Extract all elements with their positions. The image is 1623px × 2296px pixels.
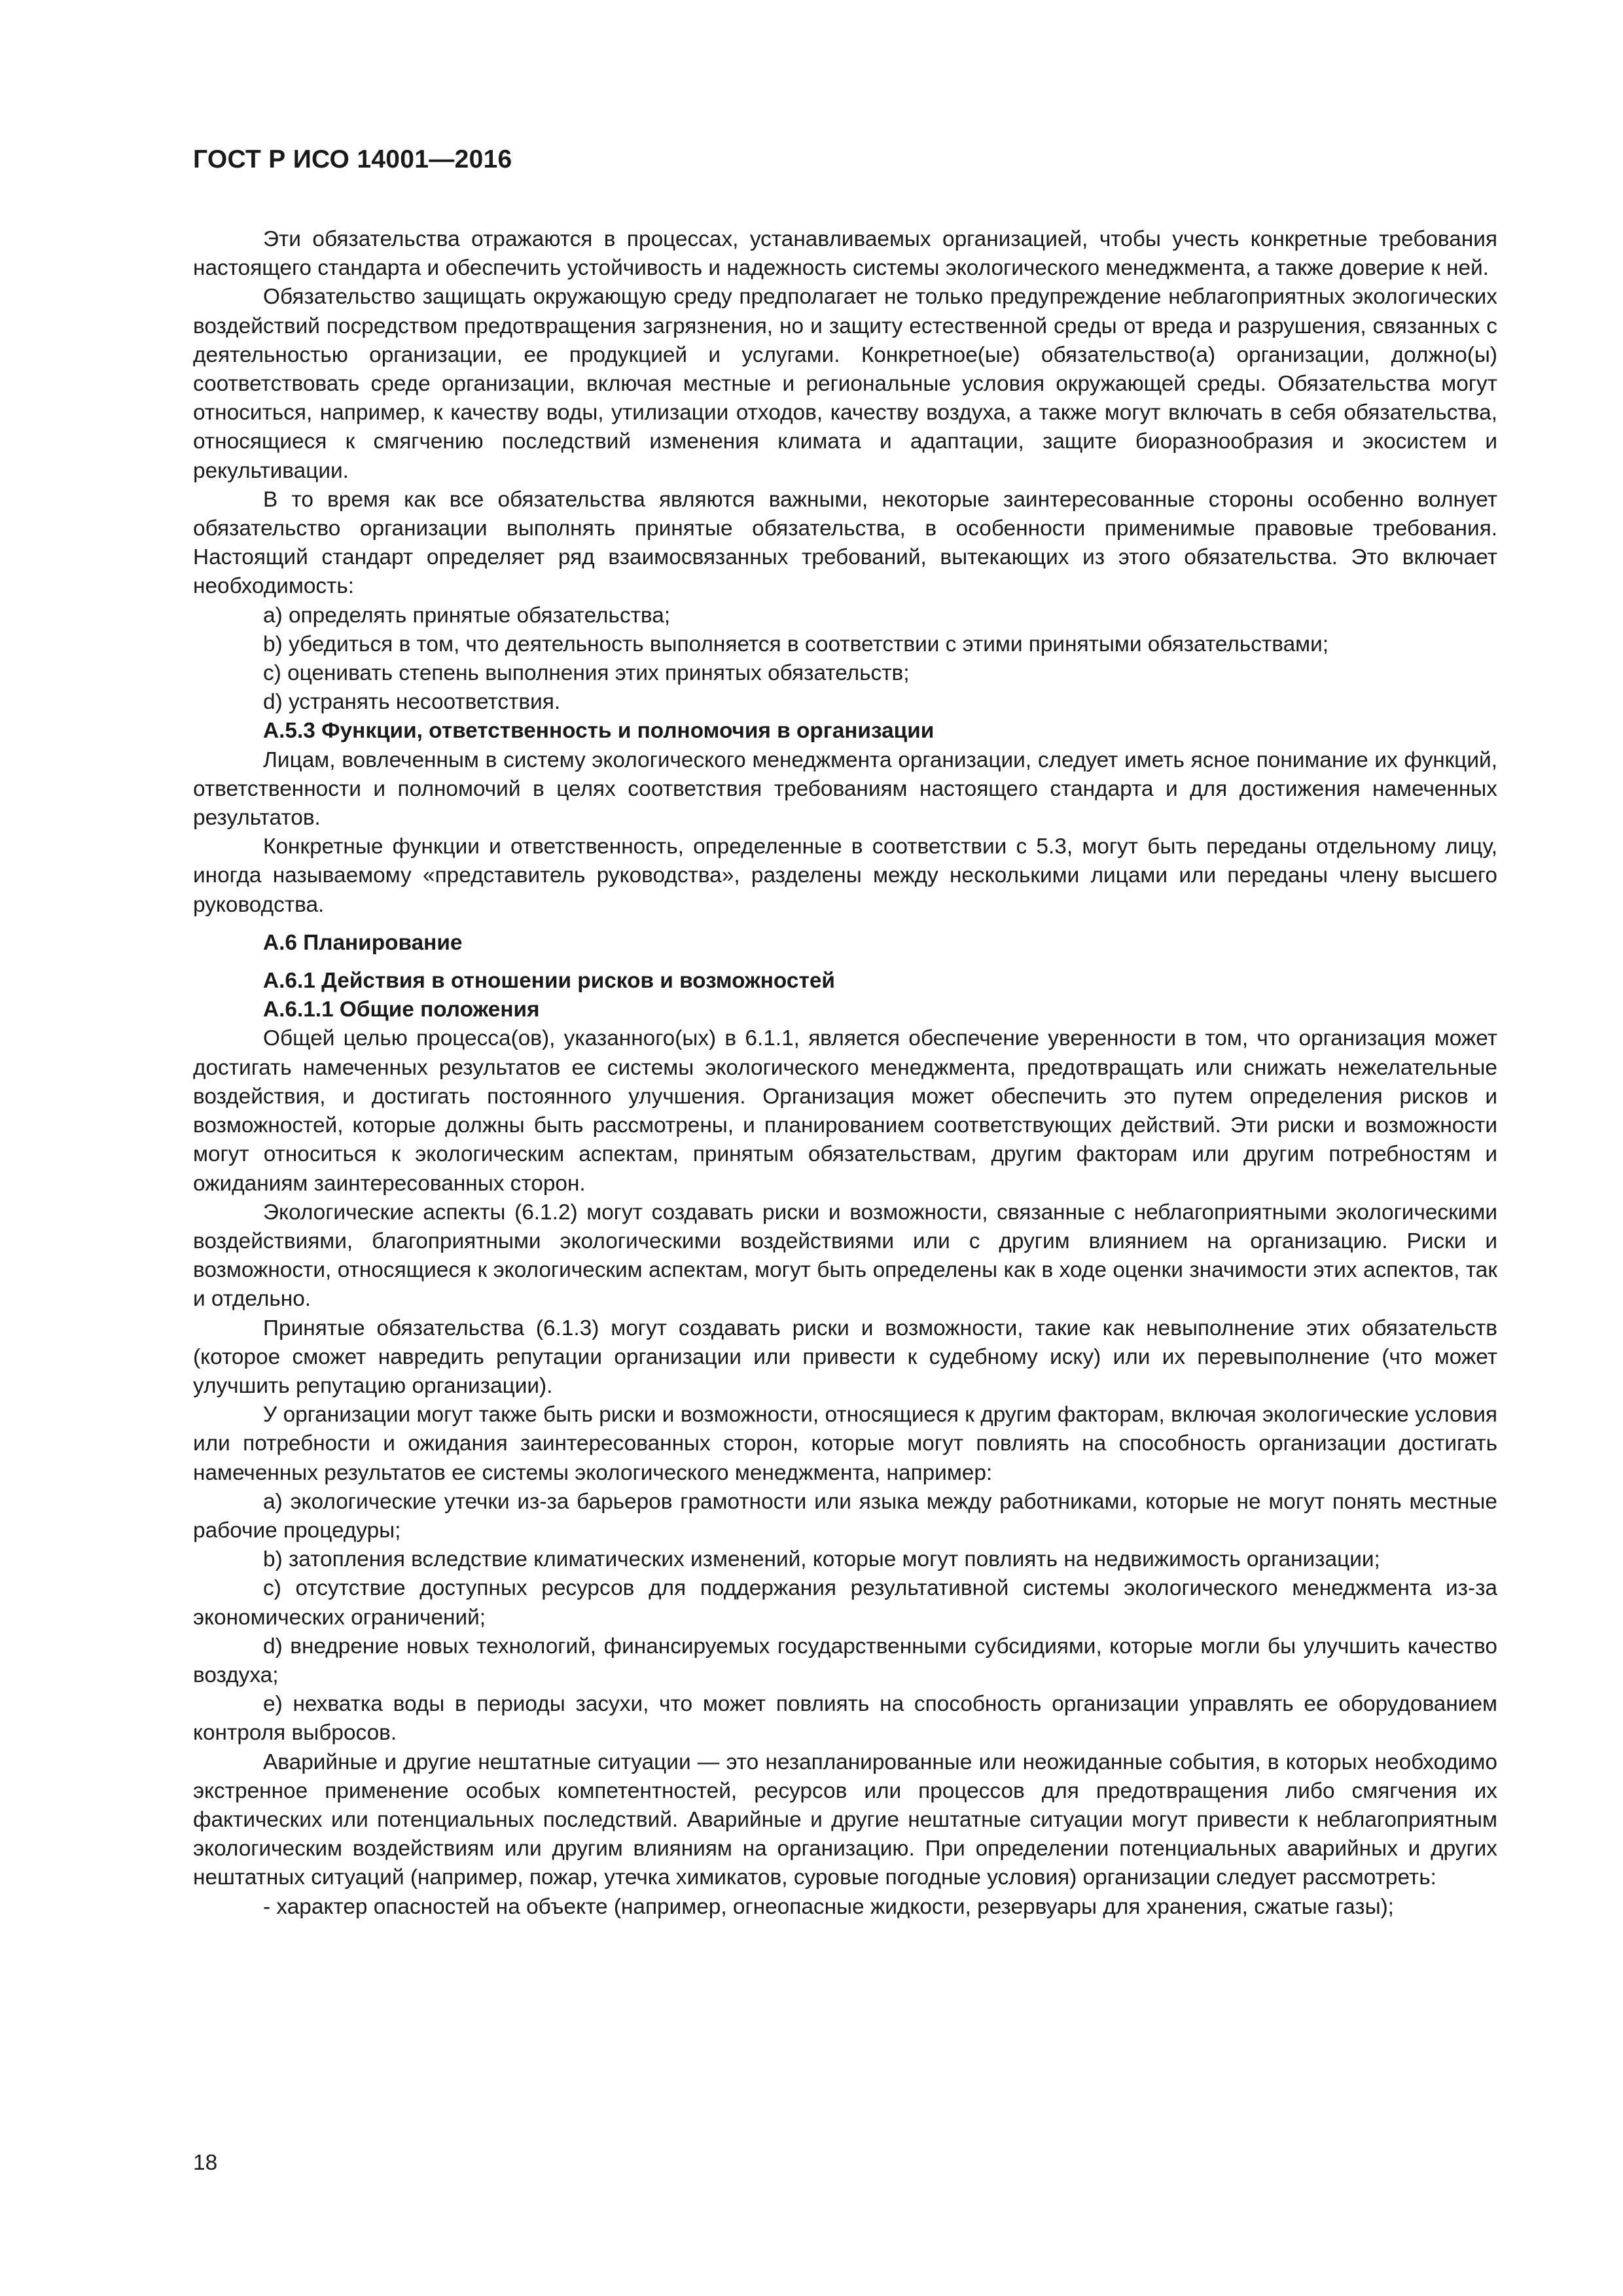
section-heading: А.5.3 Функции, ответственность и полномочия в организации [263,719,935,744]
paragraph: Экологические аспекты (6.1.2) могут создавать риски и возможности, связанные с неблагоприятными экологическими воздействиями, благоприятными экологическими воздействиями или с другим влиянием на организацию. Риски и возможности, относящиеся к экологическим аспектам, могут быть определены как в ходе оценки значимости этих аспектов, так и отдельно. [193,1200,1497,1312]
section-heading: А.6 Планирование [263,930,463,955]
list-item: c) оценивать степень выполнения этих принятых обязательств; [263,661,910,686]
list-item: b) убедиться в том, что деятельность выполняется в соответствии с этими принятыми обязательствами; [263,632,1329,656]
page-number: 18 [193,2151,218,2175]
list-item: d) устранять несоответствия. [263,690,561,715]
paragraph: Общей целью процесса(ов), указанного(ых) в 6.1.1, является обеспечение уверенности в том, что организация может достигать намеченных результатов ее системы экологического менеджмента, предотвращать или снижать нежелательные воздействия, и достигать постоянного улучшения. Организация может обеспечить это путем определения рисков и возможностей, которые должны быть рассмотрены, и планированием соответствующих действий. Эти риски и возможности могут относиться к экологическим аспектам, принятым обязательствам, другим факторам или другим потребностям и ожиданиям заинтересованных сторон. [193,1026,1497,1196]
list-item: b) затопления вследствие климатических изменений, которые могут повлиять на недвижимость организации; [263,1547,1380,1572]
list-item: d) внедрение новых технологий, финансируемых государственными субсидиями, которые могли бы улучшить качество воздуха; [193,1634,1497,1687]
paragraph: У организации могут также быть риски и возможности, относящиеся к другим факторам, включая экологические условия или потребности и ожидания заинтересованных сторон, которые могут повлиять на способность организации достигать намеченных результатов ее системы экологического менеджмента, например: [193,1403,1497,1485]
section-heading: А.6.1.1 Общие положения [263,997,540,1022]
list-item: c) отсутствие доступных ресурсов для поддержания результативной системы экологического менеджмента из-за экономических ограничений; [193,1576,1497,1630]
document-header-title: ГОСТ Р ИСО 14001—2016 [193,145,512,173]
paragraph: Принятые обязательства (6.1.3) могут создавать риски и возможности, такие как невыполнение этих обязательств (которое сможет навредить репутации организации или привести к судебному иску) или их перевыполнение (что может улучшить репутацию организации). [193,1316,1497,1398]
section-heading: А.6.1 Действия в отношении рисков и возможностей [263,969,835,994]
list-item: - характер опасностей на объекте (например, огнеопасные жидкости, резервуары для хранения, сжатые газы); [263,1894,1394,1919]
paragraph: Эти обязательства отражаются в процессах, устанавливаемых организацией, чтобы учесть конкретные требования настоящего стандарта и обеспечить устойчивость и надежность системы экологического менеджмента, а также доверие к ней. [193,227,1497,281]
paragraph: В то время как все обязательства являются важными, некоторые заинтересованные стороны особенно волнует обязательство организации выполнять принятые обязательства, в особенности применимые правовые требования. Настоящий стандарт определяет ряд взаимосвязанных требований, вытекающих из этого обязательства. Это включает необходимость: [193,487,1497,599]
list-item: a) определять принятые обязательства; [263,603,671,628]
list-item: a) экологические утечки из-за барьеров грамотности или языка между работниками, которые не могут понять местные рабочие процедуры; [193,1489,1497,1543]
paragraph: Лицам, вовлеченным в систему экологического менеджмента организации, следует иметь ясное понимание их функций, ответственности и полномочий в целях соответствия требованиям настоящего стандарта и для достижения намеченных результатов. [193,747,1497,831]
document-body [193,225,1497,1922]
paragraph: Аварийные и другие нештатные ситуации — это незапланированные или неожиданные события, в которых необходимо экстренное применение особых компетентностей, ресурсов или процессов для предотвращения либо смягчения их фактических или потенциальных последствий. Аварийные и другие нештатные ситуации могут привести к неблагоприятным экологическим воздействиям или другим влияниям на организацию. При определении потенциальных аварийных и других нештатных ситуаций (например, пожар, утечка химикатов, суровые погодные условия) организации следует рассмотреть: [193,1749,1497,1890]
paragraph: Обязательство защищать окружающую среду предполагает не только предупреждение неблагоприятных экологических воздействий посредством предотвращения загрязнения, но и защиту естественной среды от вреда и разрушения, связанных с деятельностью организации, ее продукцией и услугами. Конкретное(ые) обязательство(а) организации, должно(ы) соответствовать среде организации, включая местные и региональные условия окружающей среды. Обязательства могут относиться, например, к качеству воды, утилизации отходов, качеству воздуха, а также могут включать в себя обязательства, относящиеся к смягчению последствий изменения климата и адаптации, защите биоразнообразия и экосистем и рекультивации. [193,285,1497,483]
paragraph: Конкретные функции и ответственность, определенные в соответствии с 5.3, могут быть переданы отдельному лицу, иногда называемому «представитель руководства», разделены между несколькими лицами или переданы члену высшего руководства. [193,834,1497,917]
list-item: e) нехватка воды в периоды засухи, что может повлиять на способность организации управлять ее оборудованием контроля выбросов. [193,1692,1497,1746]
